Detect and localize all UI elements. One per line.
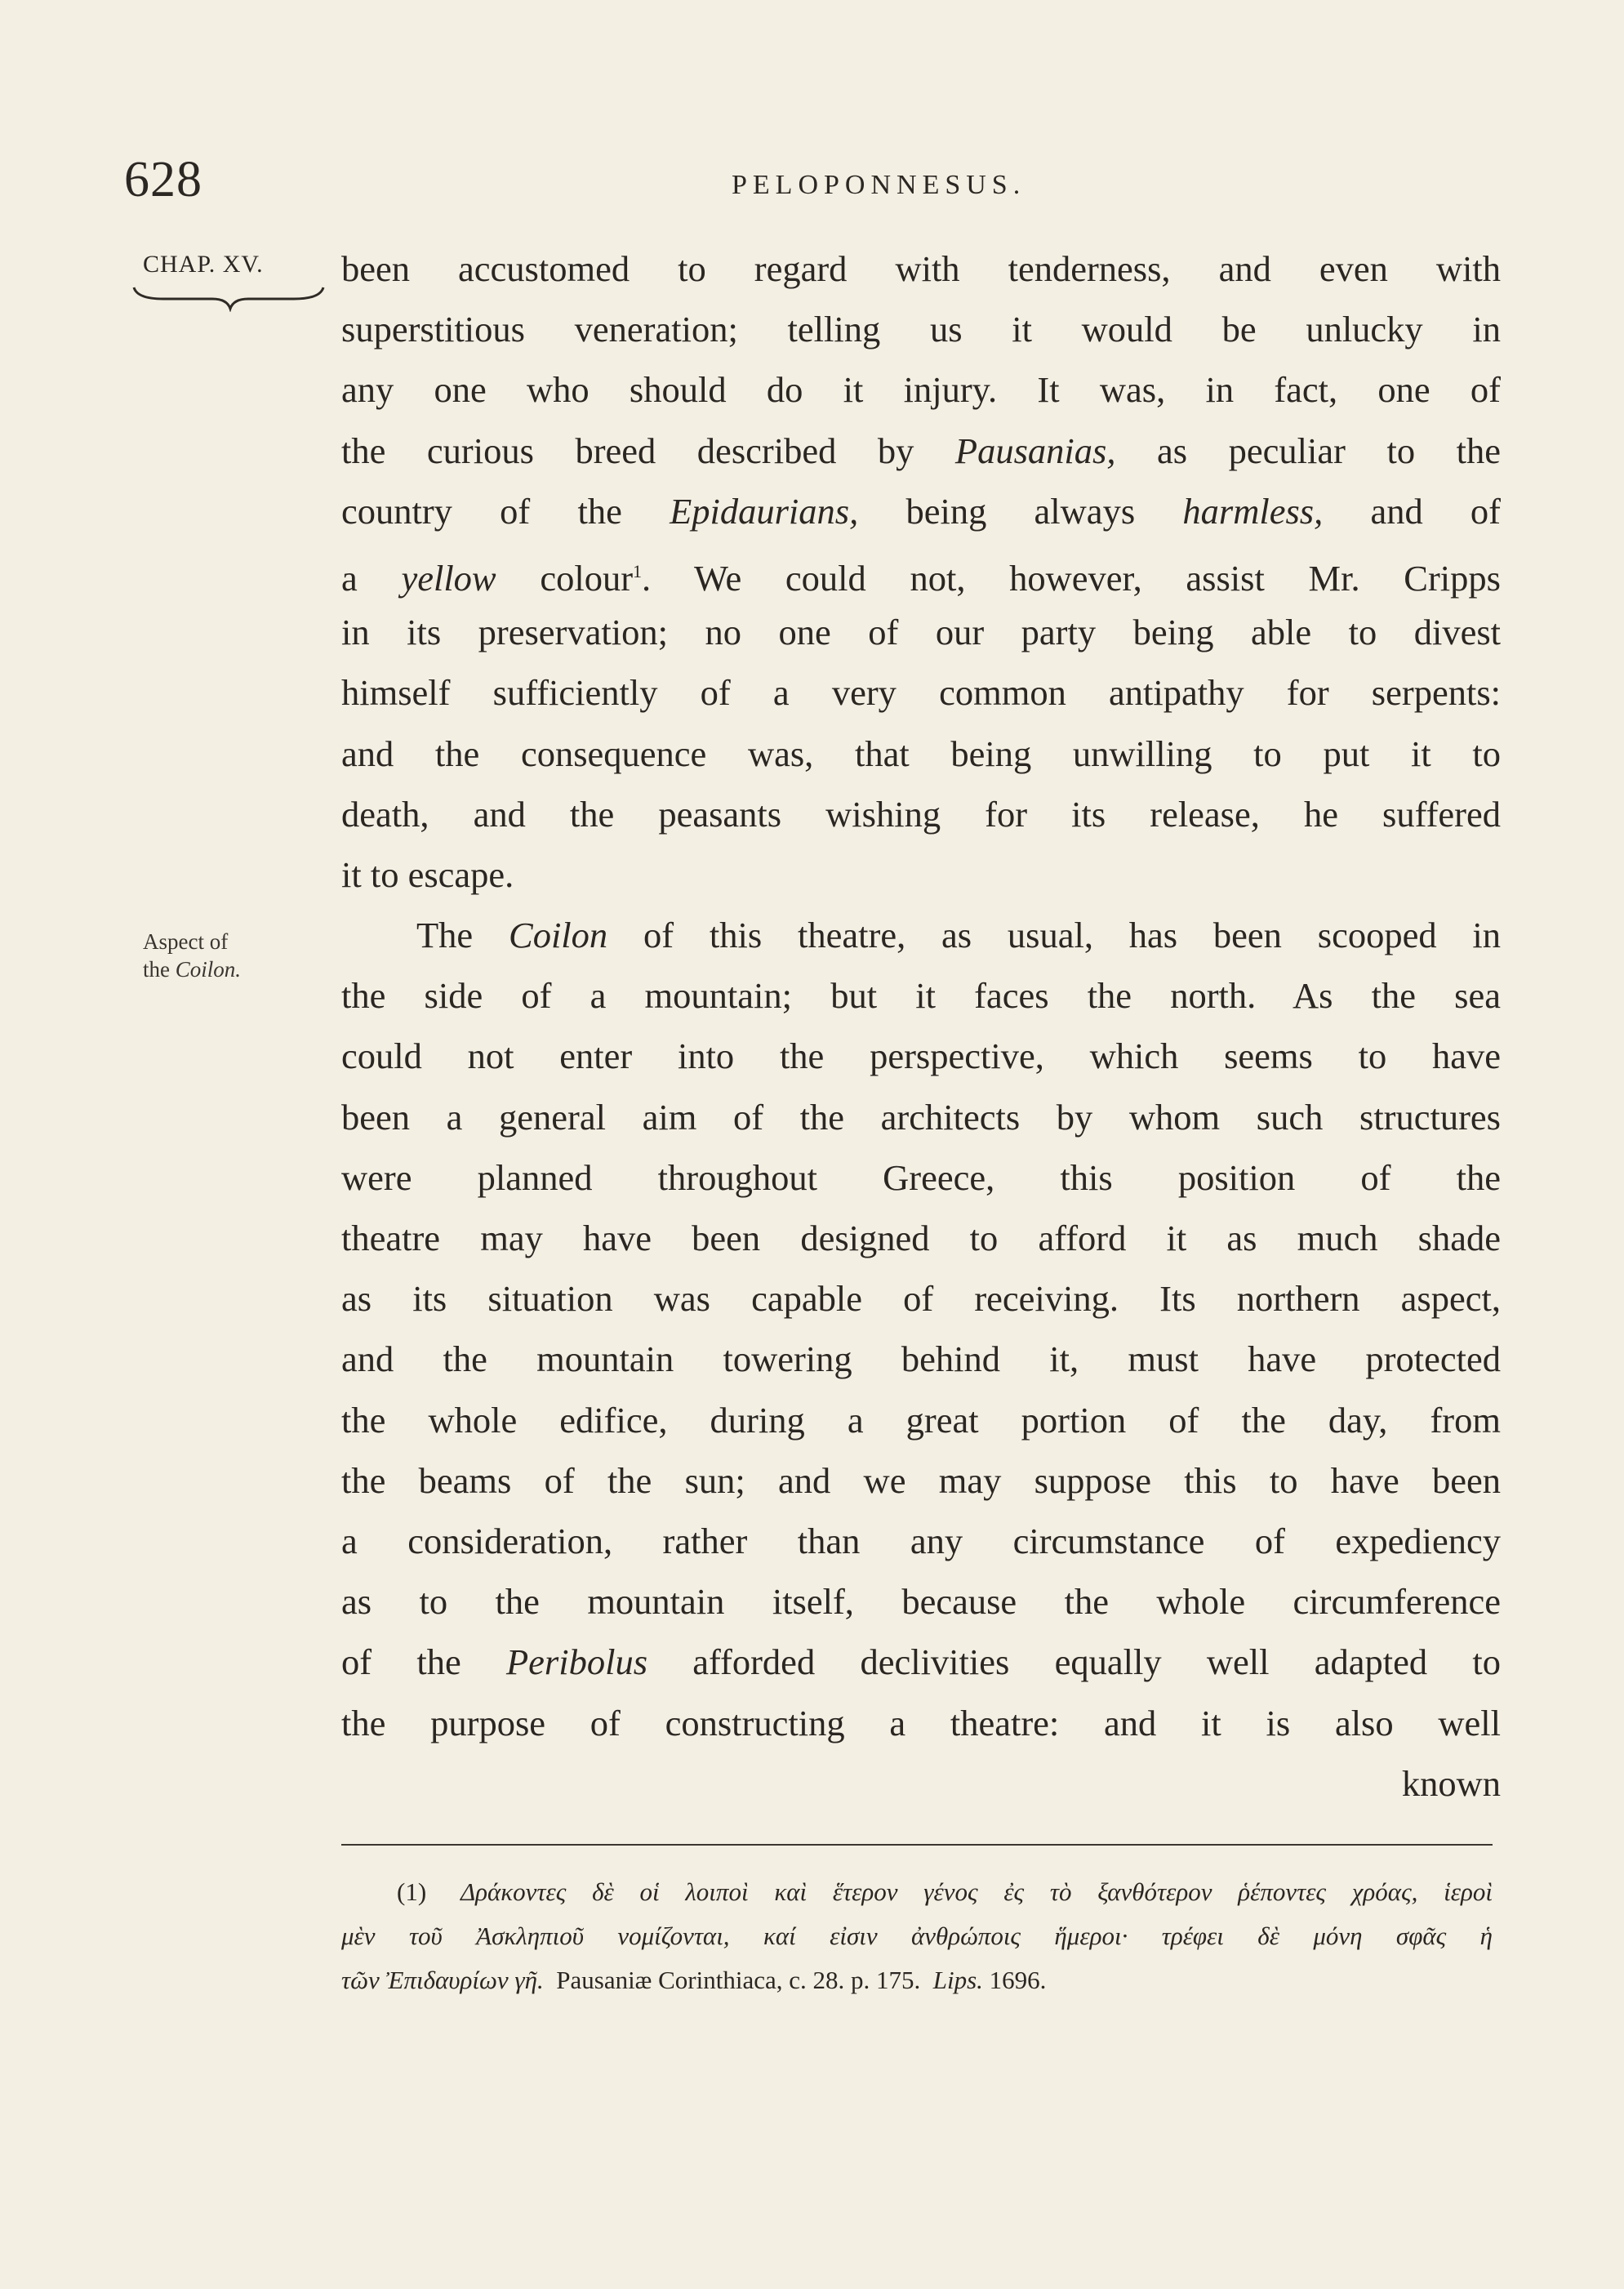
footnote-line: τῶν Ἐπιδαυρίων γῆ. Pausaniæ Corinthiaca, c. 28. p. 175. Lips. 1696. <box>341 1966 1047 1994</box>
text-line: the side of a mountain; but it faces the north. As the sea <box>341 975 1501 1017</box>
footnote-line: (1) Δράκοντες δὲ οἱ λοιποὶ καὶ ἕτερον γένος ἐς τὸ ξανθότερον ῥέποντες χρόας, ἱεροὶ <box>397 1877 1493 1906</box>
text-line: been a general aim of the architects by whom such structures <box>341 1096 1501 1138</box>
text-line: of the Peribolus afforded declivities equally well adapted to <box>341 1641 1501 1683</box>
text-line: a yellow colour$^1$. We could not, however, assist Mr. Cripps <box>341 557 1501 599</box>
footnote-number: (1) <box>397 1877 427 1906</box>
page-number: 628 <box>124 152 202 207</box>
text-line: and the consequence was, that being unwilling to put it to <box>341 733 1501 774</box>
text-line: been accustomed to regard with tenderness, and even with <box>341 248 1501 289</box>
text-line: theatre may have been designed to afford it as much shade <box>341 1218 1501 1258</box>
margin-note <box>143 928 241 983</box>
text-line: the purpose of constructing a theatre: and it is also well <box>341 1702 1501 1743</box>
text-line: himself sufficiently of a very common antipathy for serpents: <box>341 672 1501 714</box>
footnote-marker: 1 <box>633 560 643 581</box>
text-line: the curious breed described by Pausanias, as peculiar to the <box>341 430 1501 471</box>
text-line: could not enter into the perspective, which seems to have <box>341 1035 1501 1077</box>
text-line: the whole edifice, during a great portion of the day, from <box>341 1399 1501 1441</box>
text-line: as to the mountain itself, because the whole circumference <box>341 1581 1501 1623</box>
text-line: superstitious veneration; telling us it would be unlucky in <box>341 309 1501 350</box>
text-line: a consideration, rather than any circumstance of expediency <box>341 1520 1501 1561</box>
margin-note-line1: Aspect of <box>143 929 229 954</box>
text-line: and the mountain towering behind it, must have protected <box>341 1338 1501 1380</box>
running-title: PELOPONNESUS. <box>732 170 1026 200</box>
footnote <box>341 1870 1493 2002</box>
text-line: in its preservation; no one of our party being able to divest <box>341 612 1501 653</box>
body-text <box>341 238 1501 1814</box>
catchword: known <box>1401 1762 1501 1804</box>
text-line: as its situation was capable of receiving. Its northern aspect, <box>341 1278 1501 1320</box>
text-line: The Coilon of this theatre, as usual, has been scooped in <box>416 915 1502 956</box>
brace-ornament <box>131 283 327 312</box>
margin-note-line2: the Coilon. <box>143 957 242 982</box>
text-line: death, and the peasants wishing for its release, he suffered <box>341 793 1501 835</box>
text-line: it to escape. <box>341 853 514 895</box>
text-line: the beams of the sun; and we may suppose this to have been <box>341 1459 1501 1501</box>
footnote-rule <box>341 1844 1493 1846</box>
text-line: were planned throughout Greece, this position of the <box>341 1156 1501 1198</box>
chapter-label: CHAP. XV. <box>143 251 264 278</box>
text-line: country of the Epidaurians, being always harmless, and of <box>341 490 1501 532</box>
text-line: any one who should do it injury. It was, in fact, one of <box>341 369 1501 411</box>
footnote-line: μὲν τοῦ Ἀσκληπιοῦ νομίζονται, καί εἰσιν ἀνθρώποις ἥμεροι· τρέφει δὲ μόνη σφᾶς ἡ <box>341 1922 1493 1950</box>
